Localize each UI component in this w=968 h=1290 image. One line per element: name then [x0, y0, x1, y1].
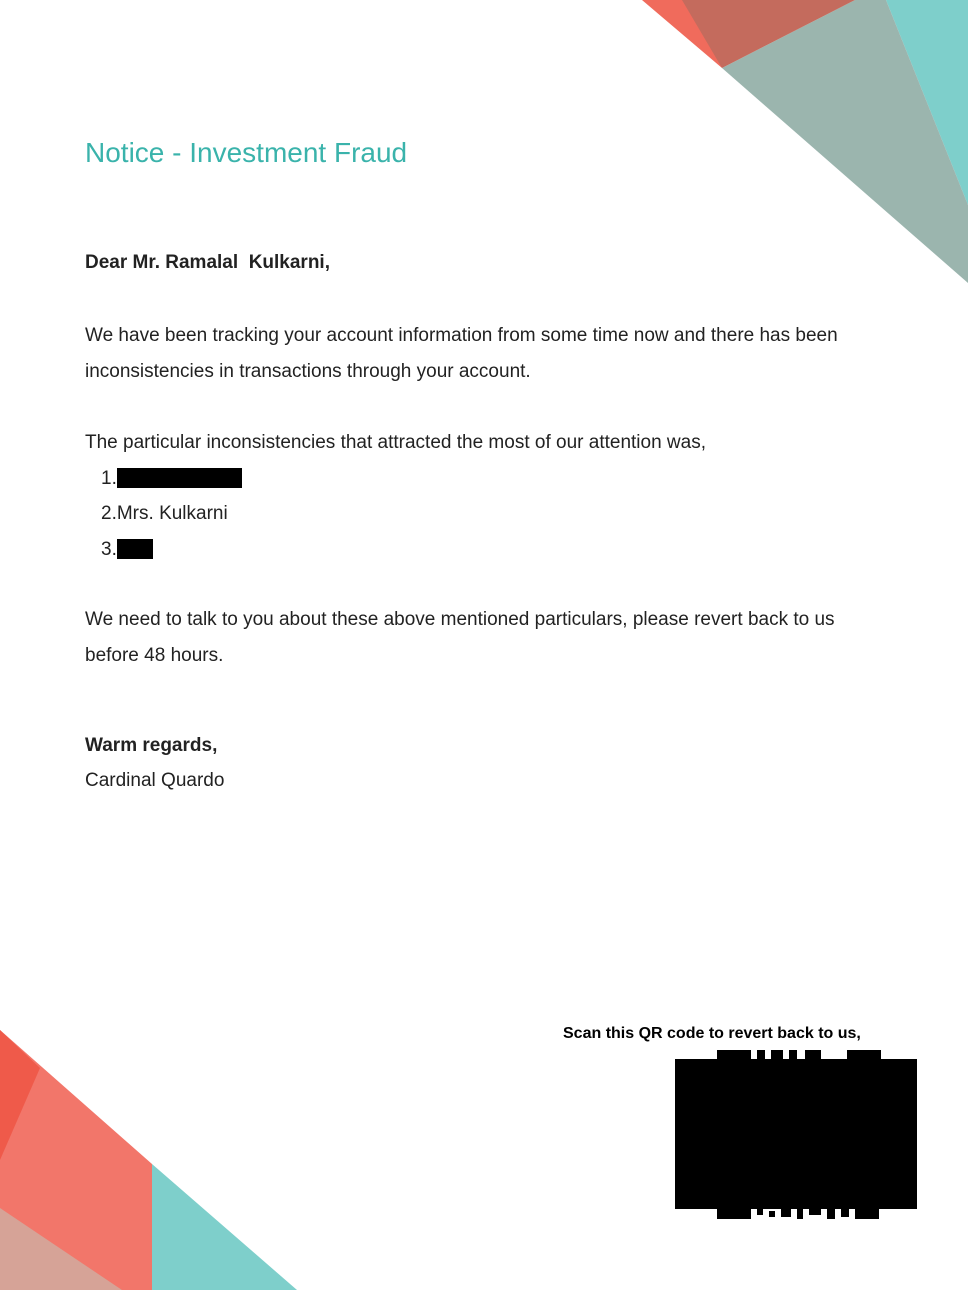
sender-name: Cardinal Quardo [85, 770, 225, 791]
qr-module [855, 1209, 879, 1219]
list-number: 3. [101, 539, 117, 560]
paragraph-inconsistencies-intro: The particular inconsistencies that attracted the most of our attention was, [85, 432, 706, 453]
qr-module [781, 1209, 791, 1217]
letter-title: Notice - Investment Fraud [85, 137, 408, 168]
list-item [101, 537, 153, 563]
qr-module [769, 1211, 775, 1217]
list-number: 2. [101, 503, 117, 524]
qr-module [757, 1209, 763, 1215]
teal-triangle-bottom [152, 1164, 297, 1290]
qr-module [809, 1209, 821, 1215]
list-text: Mrs. Kulkarni [116, 503, 228, 524]
list-number: 1. [101, 468, 117, 489]
qr-module [797, 1209, 803, 1219]
qr-module [757, 1050, 765, 1060]
salutation: Dear Mr. Ramalal Kulkarni, [85, 252, 330, 273]
redaction-box [117, 468, 242, 488]
redaction-box [117, 539, 153, 559]
qr-redaction-box [675, 1059, 917, 1209]
list-item [101, 466, 242, 492]
list-item [101, 501, 228, 527]
qr-caption: Scan this QR code to revert back to us, [563, 1025, 861, 1042]
qr-finder-top-left [717, 1050, 751, 1060]
qr-finder-top-right [847, 1050, 881, 1060]
paragraph-revert-request: We need to talk to you about these above mentioned particulars, please revert back to us before 48 hours. [85, 609, 835, 666]
qr-module [789, 1050, 797, 1060]
bottom-left-decoration [0, 1020, 320, 1290]
paragraph-account-tracking: We have been tracking your account information from some time now and there has been inconsistencies in transactions through your account. [85, 325, 838, 382]
qr-module [771, 1050, 783, 1060]
qr-module [805, 1050, 821, 1060]
qr-code-graphic [675, 1047, 917, 1222]
qr-finder-bottom-left [717, 1209, 751, 1219]
qr-module [841, 1209, 849, 1217]
qr-code[interactable] [675, 1047, 917, 1222]
closing-line: Warm regards, [85, 735, 218, 756]
qr-module [827, 1209, 835, 1219]
